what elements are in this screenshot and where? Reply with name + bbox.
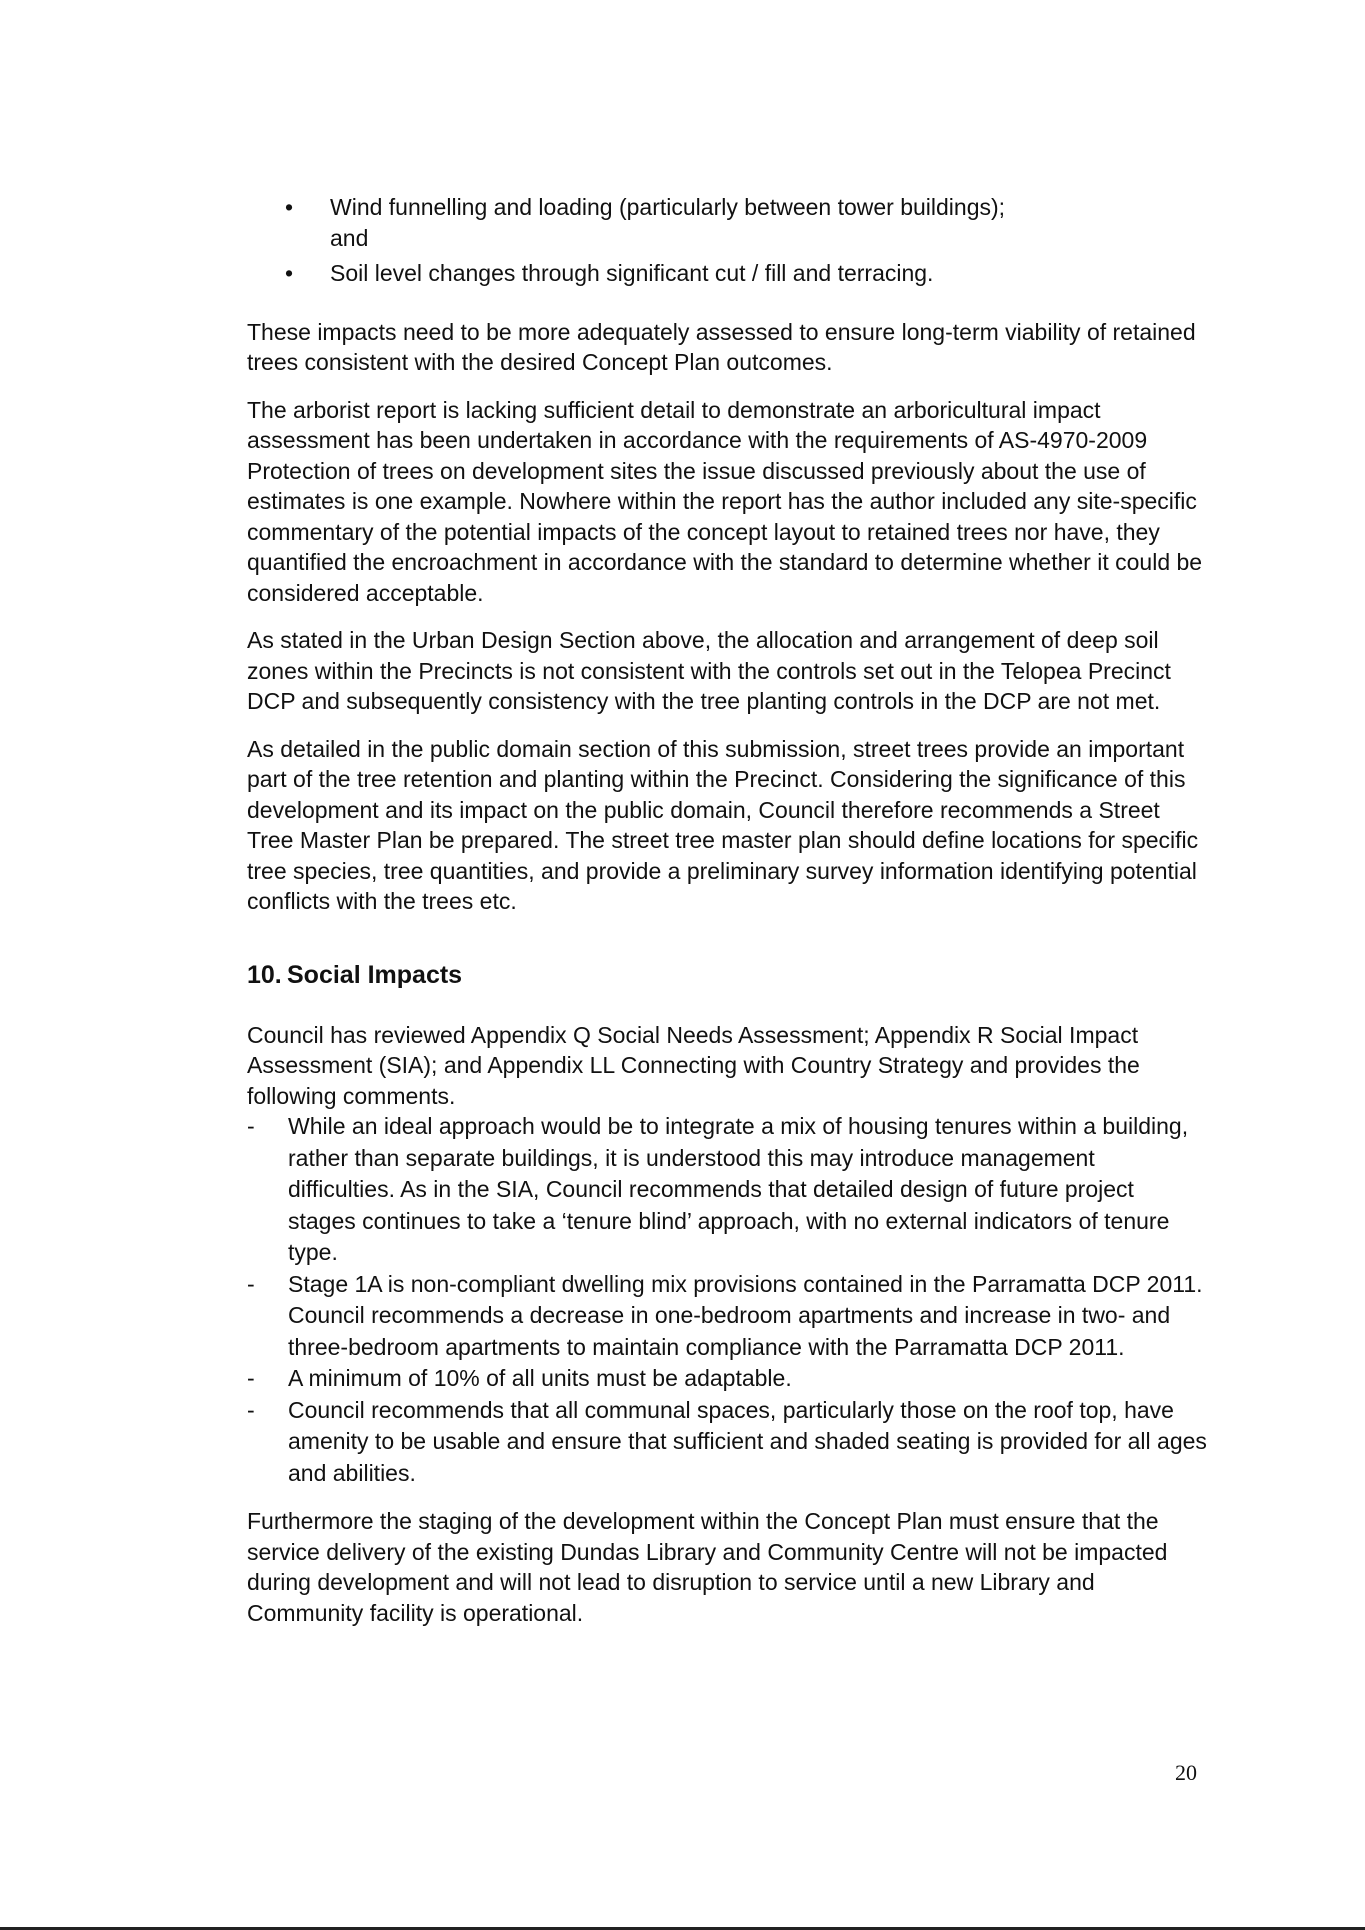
paragraph-arborist-report: The arborist report is lacking sufficient detail to demonstrate an arboricultural impact assessment has been undertaken in accordance with the requirements of AS-4970-2009 Protection of trees on development sites the issue discussed previously about the use of estimates is one example. Nowhere within the report has the author included any site-specific commentary of the potential impacts of the concept layout to retained trees nor have, they quantified the encroachment in accordance with the standard to determine whether it could be considered acceptable. bbox=[247, 396, 1203, 606]
section-intro: Council has reviewed Appendix Q Social Needs Assessment; Appendix R Social Impact Assessment (SIA); and Appendix LL Connecting with Country Strategy and provides the following comments. bbox=[247, 1021, 1140, 1109]
dash-marker: - bbox=[247, 1113, 255, 1139]
bullet-text: Wind funnelling and loading (particularly between tower buildings); bbox=[330, 194, 1006, 220]
page-content bbox=[247, 192, 1207, 1645]
bullet-icon: • bbox=[285, 260, 294, 286]
page-number: 20 bbox=[1175, 1760, 1197, 1785]
paragraph-street-trees: As detailed in the public domain section of this submission, street trees provide an important part of the tree retention and planting within the Precinct. Considering the significance of this development and its impact on the public domain, Council therefore recommends a Street Tree Master Plan be prepared. The street tree master plan should define locations for specific tree species, tree quantities, and provide a preliminary survey information identifying potential conflicts with the trees etc. bbox=[247, 735, 1199, 914]
bullet-list bbox=[247, 192, 1207, 289]
dash-marker: - bbox=[247, 1365, 255, 1391]
section-heading bbox=[247, 960, 1207, 990]
section-title: Social Impacts bbox=[287, 960, 463, 989]
paragraph-deep-soil: As stated in the Urban Design Section above, the allocation and arrangement of deep soil zones within the Precincts is not consistent with the controls set out in the Telopea Precinct DCP and subsequently consistency with the tree planting controls in the DCP are not met. bbox=[247, 627, 1171, 714]
dash-marker: - bbox=[247, 1396, 255, 1423]
bullet-item bbox=[247, 192, 1207, 253]
paragraph-impacts: These impacts need to be more adequately assessed to ensure long-term viability of retained trees consistent with the desired Concept Plan outcomes. bbox=[247, 318, 1196, 375]
dash-item bbox=[247, 1111, 1207, 1269]
dash-item bbox=[247, 1269, 1207, 1364]
bullet-item bbox=[247, 258, 1207, 289]
paragraph-closing: Furthermore the staging of the development within the Concept Plan must ensure that the service delivery of the existing Dundas Library and Community Centre will not be impacted during development and will not lead to disruption to service until a new Library and Community facility is operational. bbox=[247, 1508, 1168, 1626]
bullet-icon: • bbox=[285, 194, 294, 220]
dash-marker: - bbox=[247, 1270, 255, 1297]
dash-item bbox=[247, 1395, 1207, 1490]
bullet-text-continuation: and bbox=[330, 224, 369, 251]
dash-list bbox=[247, 1111, 1207, 1489]
dash-item bbox=[247, 1363, 1207, 1395]
dash-text: While an ideal approach would be to integrate a mix of housing tenures within a building, rather than separate buildings, it is understood this may introduce management difficulties. As in the SIA, Council recommends that detailed design of future project stages continues to take a ‘tenure blind’ approach, with no external indicators of tenure type. bbox=[288, 1113, 1189, 1265]
dash-text: Stage 1A is non-compliant dwelling mix provisions contained in the Parramatta DCP 2011. Council recommends a decrease in one-bedroom apartments and increase in two- and three-bedroom apartments to maintain compliance with the Parramatta DCP 2011. bbox=[288, 1270, 1203, 1360]
dash-text: A minimum of 10% of all units must be adaptable. bbox=[288, 1365, 792, 1391]
bullet-text: Soil level changes through significant cut / fill and terracing. bbox=[330, 260, 934, 286]
section-number: 10. bbox=[247, 960, 282, 989]
dash-text: Council recommends that all communal spaces, particularly those on the roof top, have amenity to be usable and ensure that sufficient and shaded seating is provided for all ages and abilities. bbox=[288, 1396, 1207, 1486]
